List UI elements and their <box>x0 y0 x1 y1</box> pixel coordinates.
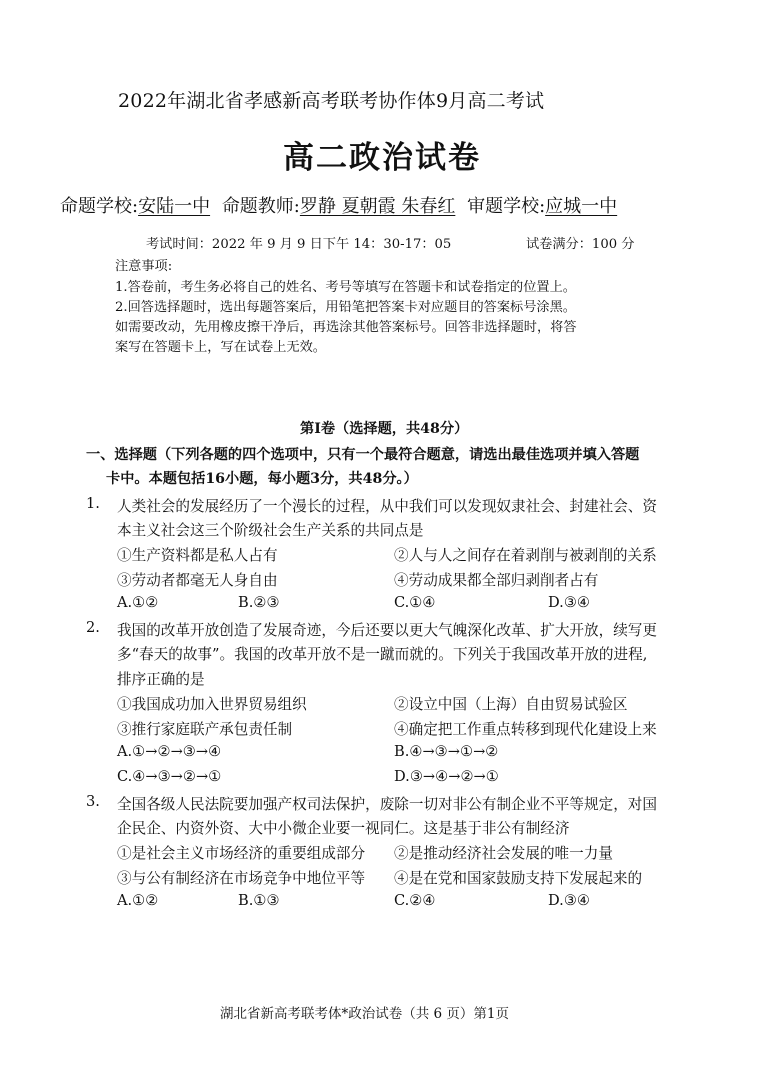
question-number: 3. <box>86 793 100 810</box>
question-stem: 企民企、内资外资、大中小微企业要一视同仁。这是基于非公有制经济 <box>117 820 570 837</box>
statement: ②设立中国（上海）自由贸易试验区 <box>394 696 628 713</box>
question-stem: 我国的改革开放创造了发展奇迹，今后还要以更大气魄深化改革、扩大开放，续写更 <box>117 622 657 639</box>
statement: ③劳动者都毫无人身自由 <box>117 572 278 589</box>
review-label: 审题学校: <box>467 196 546 217</box>
page-footer: 湖北省新高考联考体*政治试卷（共 6 页）第1页 <box>220 1006 510 1022</box>
option-d: D.③④ <box>548 594 590 611</box>
statement: ①我国成功加入世界贸易组织 <box>117 696 307 713</box>
question-stem: 全国各级人民法院要加强产权司法保护，废除一切对非公有制企业不平等规定，对国 <box>117 796 657 813</box>
paper-title: 高二政治试卷 <box>283 140 481 176</box>
option-d: D.③→④→②→① <box>394 768 499 785</box>
option-a: A.①→②→③→④ <box>117 743 222 760</box>
option-b: B.②③ <box>238 594 280 611</box>
question-number: 2. <box>86 619 100 636</box>
statement: ④是在党和国家鼓励支持下发展起来的 <box>394 870 643 887</box>
section-instruction: 一、选择题（下列各题的四个选项中，只有一个最符合题意，请选出最佳选项并填入答题 <box>86 447 640 463</box>
exam-title: 2022年湖北省孝感新高考联考协作体9月高二考试 <box>118 90 545 112</box>
section-instruction: 卡中。本题包括16小题，每小题3分，共48分。） <box>106 471 418 487</box>
option-b: B.①③ <box>238 892 280 909</box>
statement: ①生产资料都是私人占有 <box>117 547 278 564</box>
option-a: A.①② <box>117 594 159 611</box>
notes-heading: 注意事项: <box>115 259 173 274</box>
school-name: 安陆一中 <box>138 196 211 217</box>
statement: ③与公有制经济在市场竞争中地位平等 <box>117 870 366 887</box>
section-heading: 第I卷（选择题，共48分） <box>300 421 469 437</box>
option-b: B.④→③→①→② <box>394 743 499 760</box>
statement: ①是社会主义市场经济的重要组成部分 <box>117 845 366 862</box>
statement: ④劳动成果都全部归剥削者占有 <box>394 572 599 589</box>
option-c: C.④→③→②→① <box>117 768 222 785</box>
note-line: 案写在答题卡上，写在试卷上无效。 <box>115 340 326 355</box>
question-stem: 本主义社会这三个阶级社会生产关系的共同点是 <box>117 522 424 539</box>
school-label: 命题学校: <box>60 196 139 217</box>
review-school: 应城一中 <box>545 196 618 217</box>
credits-line <box>60 192 617 218</box>
question-stem: 排序正确的是 <box>117 671 205 688</box>
teacher-names: 罗静 夏朝霞 朱春红 <box>299 196 456 217</box>
statement: ②是推动经济社会发展的唯一力量 <box>394 845 613 862</box>
option-c: C.②④ <box>394 892 436 909</box>
statement: ②人与人之间存在着剥削与被剥削的关系 <box>394 547 657 564</box>
option-c: C.①④ <box>394 594 436 611</box>
full-score: 试卷满分：100 分 <box>526 237 635 252</box>
teacher-label: 命题教师: <box>221 196 300 217</box>
note-line: 1.答卷前，考生务必将自己的姓名、考号等填写在答题卡和试卷指定的位置上。 <box>115 280 576 295</box>
question-number: 1. <box>86 495 100 512</box>
statement: ③推行家庭联产承包责任制 <box>117 721 293 738</box>
option-d: D.③④ <box>548 892 590 909</box>
question-stem: 人类社会的发展经历了一个漫长的过程，从中我们可以发现奴隶社会、封建社会、资 <box>117 498 657 515</box>
exam-time: 考试时间：2022 年 9 月 9 日下午 14：30-17：05 <box>146 237 452 252</box>
note-line: 如需要改动，先用橡皮擦干净后，再选涂其他答案标号。回答非选择题时，将答 <box>115 320 577 335</box>
option-a: A.①② <box>117 892 159 909</box>
question-stem: 多“春天的故事”。我国的改革开放不是一蹴而就的。下列关于我国改革开放的进程, <box>117 646 648 663</box>
statement: ④确定把工作重点转移到现代化建设上来 <box>394 721 657 738</box>
note-line: 2.回答选择题时，选出每题答案后，用铅笔把答案卡对应题目的答案标号涂黑。 <box>115 300 576 315</box>
